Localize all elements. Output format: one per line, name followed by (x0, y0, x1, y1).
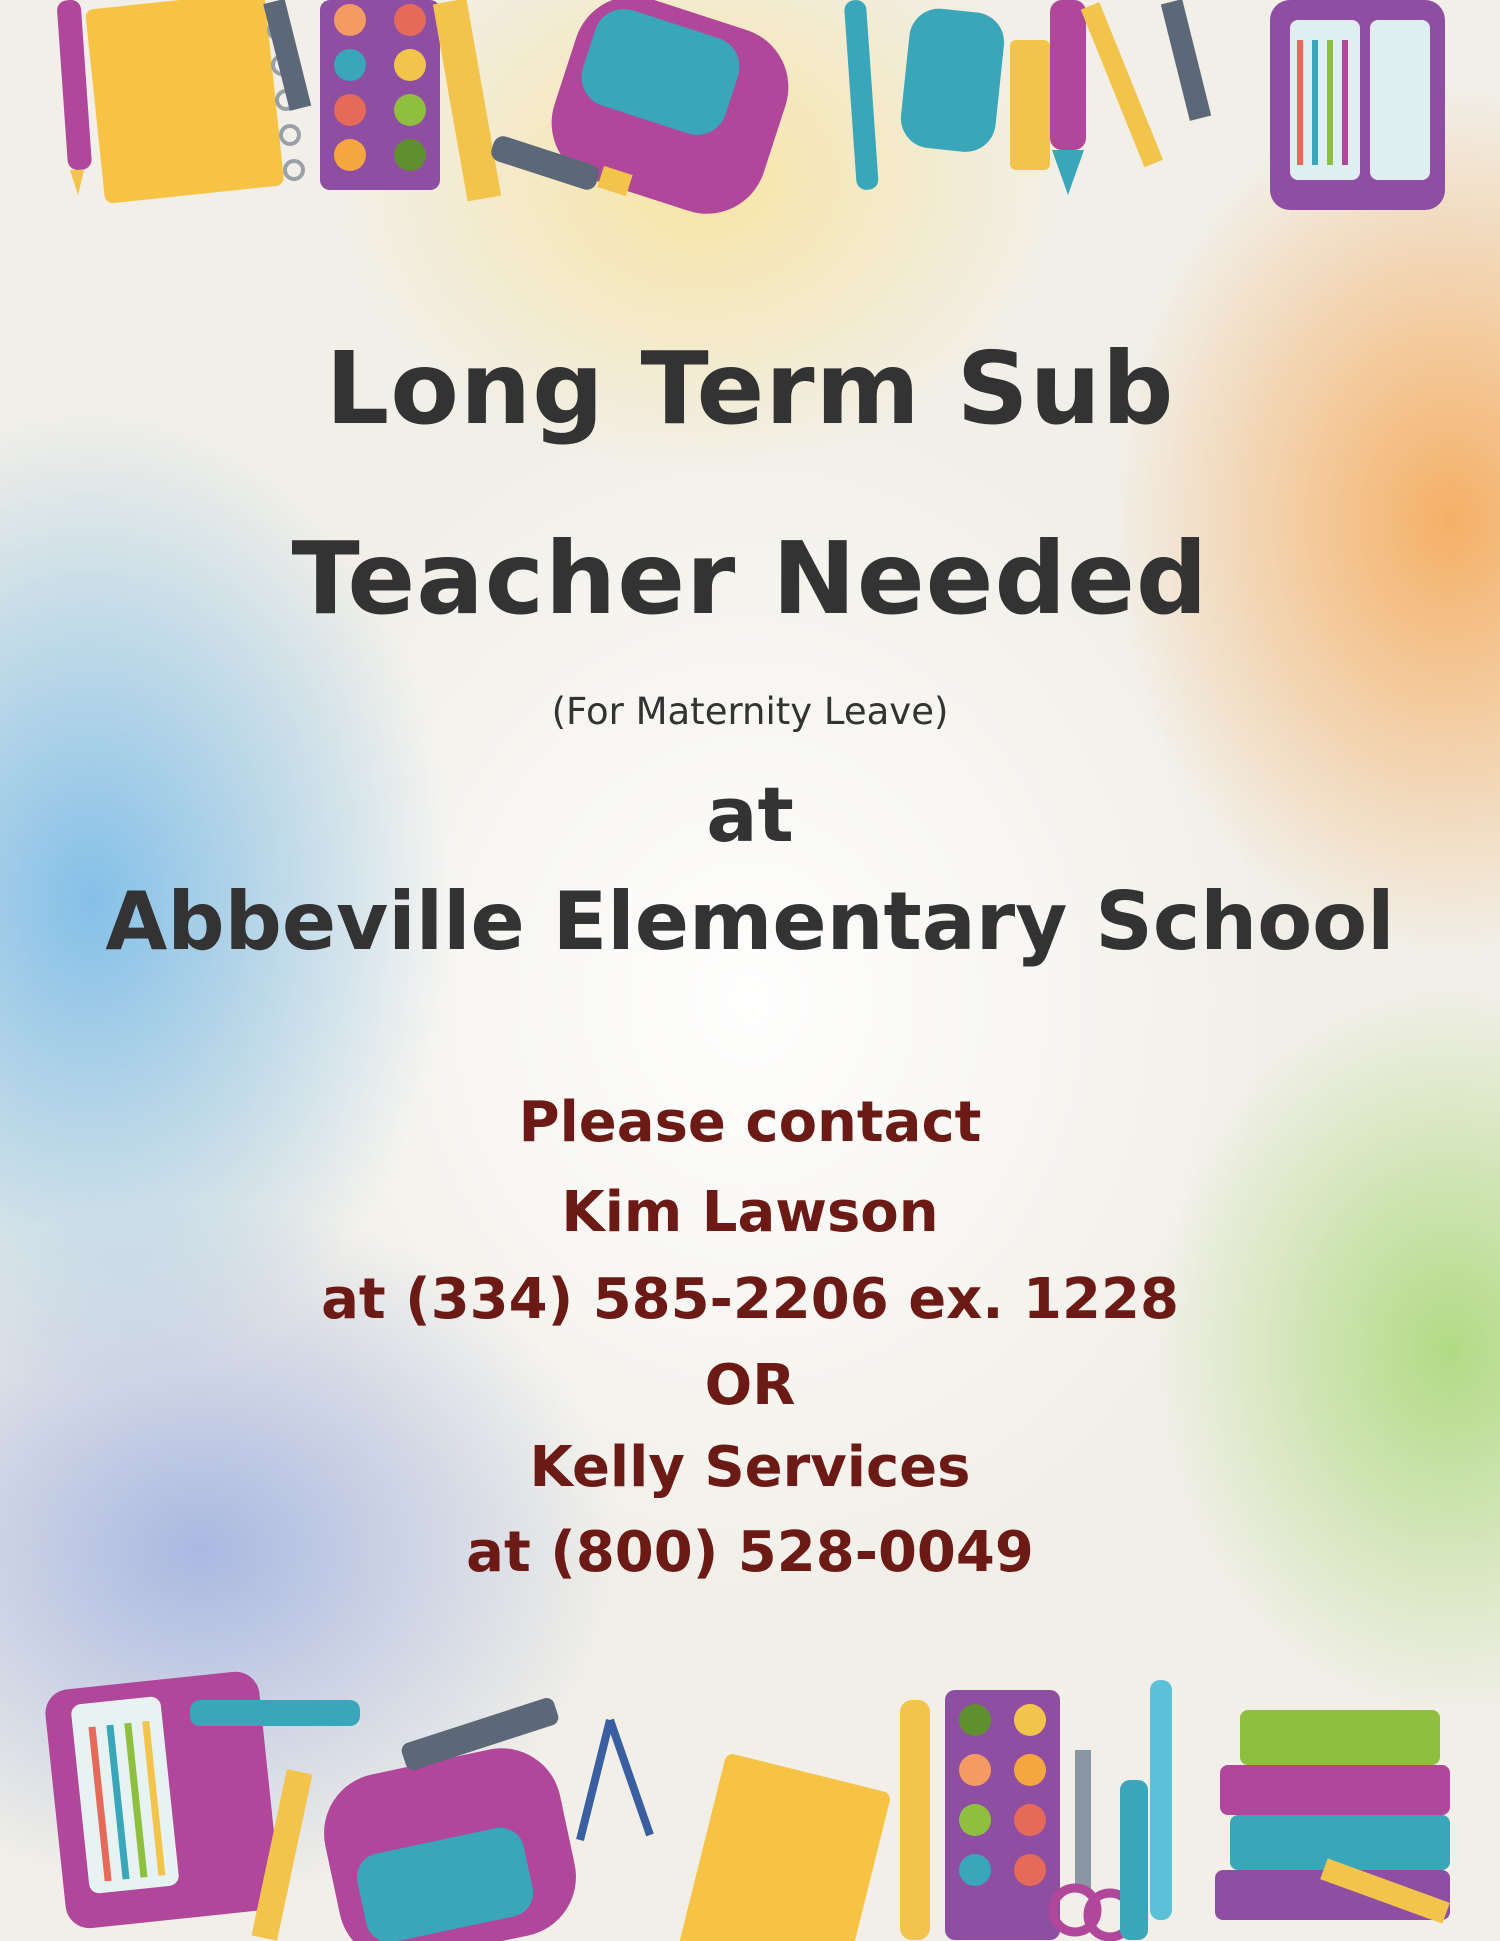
title-line-2: Teacher Needed (291, 520, 1209, 637)
contact-phone-2: at (800) 528-0049 (466, 1520, 1034, 1585)
contact-name-2: Kelly Services (529, 1435, 971, 1500)
fountain-pen-icon-bottom (1120, 1780, 1148, 1940)
pen-icon (56, 0, 92, 195)
blue-pen-icon-bottom (1150, 1680, 1172, 1920)
bottom-school-supplies-illustration (0, 1660, 1500, 1941)
blue-pen-icon (844, 0, 879, 191)
subtitle: (For Maternity Leave) (551, 690, 949, 733)
fountain-pen-icon (1050, 0, 1086, 195)
at-word: at (706, 770, 794, 859)
pencil-icon-2 (1081, 2, 1163, 167)
pencil-case-icon (898, 6, 1007, 155)
top-school-supplies-illustration (0, 0, 1500, 260)
title-line-1: Long Term Sub (325, 330, 1175, 447)
books-icon (1215, 1710, 1450, 1920)
school-name: Abbeville Elementary School (105, 875, 1395, 968)
compass-icon (580, 1720, 650, 1840)
contact-intro: Please contact (518, 1090, 982, 1155)
paint-palette-icon (320, 0, 440, 190)
marker-icon-bottom (190, 1700, 360, 1726)
contact-or: OR (704, 1353, 796, 1418)
notebook-icon-bottom (678, 1752, 891, 1941)
contact-name-1: Kim Lawson (561, 1180, 939, 1245)
contact-phone-1: at (334) 585-2206 ex. 1228 (321, 1267, 1179, 1332)
open-pencil-case-icon (1270, 0, 1445, 210)
yellow-pen-icon (900, 1700, 930, 1940)
pencil-icon-3 (1161, 0, 1211, 121)
backpack-icon (536, 0, 804, 229)
ruler-icon (433, 0, 501, 201)
highlighter-icon (1010, 40, 1050, 170)
paint-palette-icon-bottom (945, 1690, 1060, 1940)
backpack-icon-bottom (313, 1737, 587, 1941)
